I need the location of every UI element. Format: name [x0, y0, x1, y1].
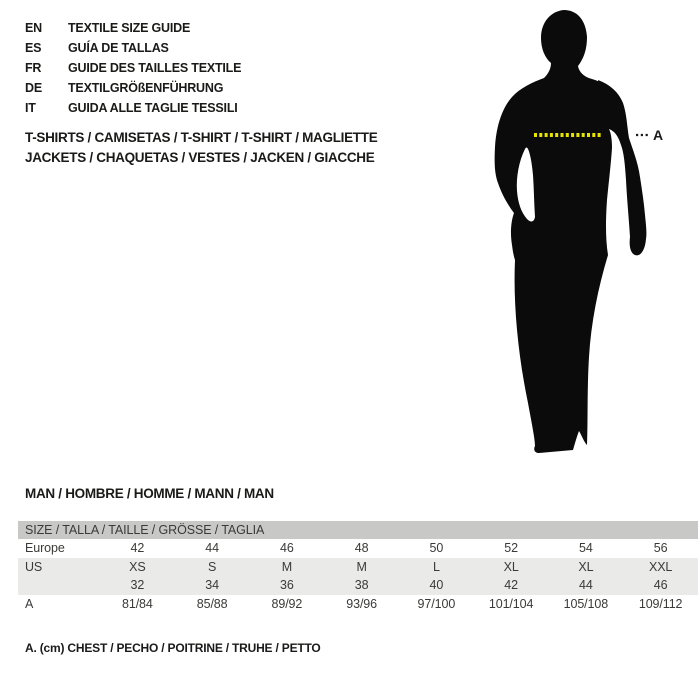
category-jackets: JACKETS / CHAQUETAS / VESTES / JACKEN / GIACCHE [25, 150, 375, 165]
language-row [25, 18, 241, 38]
size-cell: 54 [579, 541, 593, 555]
language-code: DE [25, 81, 42, 95]
size-table-header: SIZE / TALLA / TAILLE / GRÖSSE / TAGLIA [18, 521, 698, 539]
size-cell: XL [503, 559, 519, 574]
size-cell: L [432, 559, 440, 574]
language-code: IT [25, 101, 36, 115]
size-cell: XL [578, 559, 594, 574]
size-cell: 52 [504, 541, 518, 555]
size-cell: 46 [653, 578, 668, 592]
chest-marker-label: A [653, 127, 664, 143]
size-cell: 44 [579, 578, 593, 592]
size-cell: 36 [280, 578, 294, 592]
language-list [25, 18, 241, 118]
row-label: US [25, 559, 43, 574]
language-title: GUIDA ALLE TAGLIE TESSILI [68, 101, 238, 115]
size-cell: 97/100 [417, 596, 456, 611]
size-cell: 42 [504, 578, 518, 592]
size-cell: M [356, 559, 367, 574]
row-label [18, 576, 100, 595]
size-cell: 46 [280, 541, 294, 555]
row-label: Europe [25, 541, 65, 555]
table-row-europe [18, 539, 698, 558]
table-row-chest [18, 595, 698, 614]
size-cell: 105/108 [563, 596, 609, 611]
row-label: A [25, 596, 34, 611]
size-cell: 109/112 [638, 596, 683, 611]
man-silhouette-figure [488, 5, 668, 465]
language-code: EN [25, 21, 42, 35]
measurement-legend: A. (cm) CHEST / PECHO / POITRINE / TRUHE / PETTO [25, 641, 321, 655]
language-row [25, 58, 241, 78]
size-table [18, 521, 698, 613]
size-cell: 40 [429, 578, 444, 592]
language-title: TEXTILGRÖßENFÜHRUNG [68, 81, 224, 95]
table-row-us-numeric [18, 576, 698, 595]
section-heading-man: MAN / HOMBRE / HOMME / MANN / MAN [25, 486, 274, 501]
size-cell: 93/96 [346, 596, 378, 611]
language-title: GUIDE DES TAILLES TEXTILE [68, 61, 242, 75]
size-cell: 50 [429, 541, 444, 555]
size-cell: 56 [653, 541, 668, 555]
language-row [25, 78, 241, 98]
size-cell: 42 [130, 541, 145, 555]
man-silhouette-svg [488, 5, 668, 465]
size-cell: 101/104 [488, 596, 534, 611]
category-tshirts: T-SHIRTS / CAMISETAS / T-SHIRT / T-SHIRT / MAGLIETTE [25, 130, 378, 145]
table-row-us [18, 558, 698, 577]
size-cell: S [208, 559, 217, 574]
language-code: ES [25, 41, 42, 55]
category-list [25, 128, 377, 168]
size-cell: 38 [354, 578, 369, 592]
size-cell: 32 [130, 578, 145, 592]
size-cell: 85/88 [196, 596, 228, 611]
size-cell: 81/84 [121, 596, 153, 611]
size-cell: 34 [205, 578, 219, 592]
language-title: TEXTILE SIZE GUIDE [68, 21, 191, 35]
size-cell: 89/92 [271, 596, 303, 611]
size-cell: XS [129, 559, 146, 574]
silhouette-body [495, 10, 620, 453]
language-row [25, 38, 241, 58]
language-title: GUÍA DE TALLAS [68, 41, 169, 55]
language-row [25, 98, 241, 118]
language-code: FR [25, 61, 42, 75]
size-cell: M [281, 559, 293, 574]
size-cell: 48 [354, 541, 369, 555]
size-cell: 44 [205, 541, 219, 555]
size-cell: XXL [648, 559, 673, 574]
